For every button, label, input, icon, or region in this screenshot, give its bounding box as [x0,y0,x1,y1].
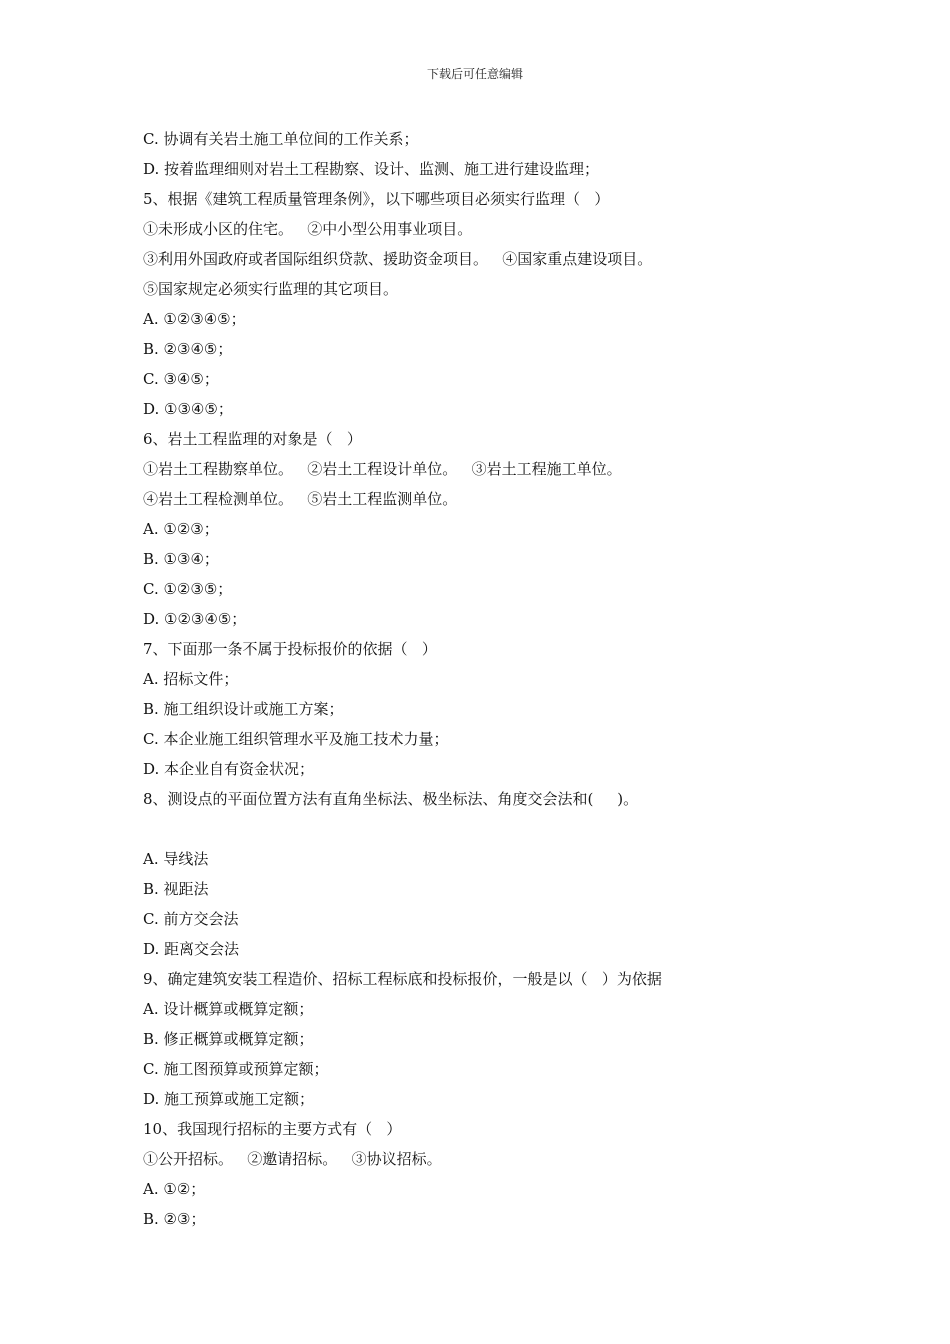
option-d: D. ①③④⑤； [143,400,233,418]
option-b: B. 施工组织设计或施工方案； [143,700,344,718]
option-a: A. 导线法 [143,850,209,868]
option-b: B. ②③④⑤； [143,340,233,358]
text-line: ①公开招标。 ②邀请招标。 ③协议招标。 [143,1150,442,1168]
option-d: D. 施工预算或施工定额； [143,1090,315,1108]
text-line: ①未形成小区的住宅。 ②中小型公用事业项目。 [143,220,473,238]
blank-line [143,814,863,844]
option-b: B. ②③； [143,1210,206,1228]
option-a: A. ①②③； [143,520,219,538]
text-line: D. 按着监理细则对岩土工程勘察、设计、监测、施工进行建设监理； [143,160,600,178]
option-d: D. ①②③④⑤； [143,610,247,628]
option-a: A. ①②； [143,1180,206,1198]
option-b: B. 修正概算或概算定额； [143,1030,314,1048]
text-line: ④岩土工程检测单位。 ⑤岩土工程监测单位。 [143,490,458,508]
text-line: ①岩土工程勘察单位。 ②岩土工程设计单位。 ③岩土工程施工单位。 [143,460,622,478]
option-a: A. ①②③④⑤； [143,310,246,328]
question-7: 7、下面那一条不属于投标报价的依据（ ） [143,640,437,658]
question-6: 6、岩土工程监理的对象是（ ） [143,430,362,448]
text-line: C. 协调有关岩土施工单位间的工作关系； [143,130,419,148]
option-c: C. ①②③⑤； [143,580,233,598]
question-8: 8、测设点的平面位置方法有直角坐标法、极坐标法、角度交会法和( )。 [143,790,639,808]
document-body [143,124,863,1234]
option-c: C. 前方交会法 [143,910,239,928]
option-d: D. 本企业自有资金状况； [143,760,315,778]
option-d: D. 距离交会法 [143,940,240,958]
option-a: A. 设计概算或概算定额； [143,1000,314,1018]
option-c: C. ③④⑤； [143,370,219,388]
option-c: C. 施工图预算或预算定额； [143,1060,329,1078]
option-c: C. 本企业施工组织管理水平及施工技术力量； [143,730,449,748]
text-line: ⑤国家规定必须实行监理的其它项目。 [143,280,399,298]
page-header: 下载后可任意编辑 [426,67,523,81]
option-a: A. 招标文件； [143,670,239,688]
question-10: 10、我国现行招标的主要方式有（ ） [143,1120,402,1138]
question-9: 9、确定建筑安装工程造价、招标工程标底和投标报价，一般是以（ ）为依据 [143,970,662,988]
text-line: ③利用外国政府或者国际组织贷款、援助资金项目。 ④国家重点建设项目。 [143,250,653,268]
option-b: B. 视距法 [143,880,209,898]
question-5: 5、根据《建筑工程质量管理条例》，以下哪些项目必须实行监理（ ） [143,190,610,208]
option-b: B. ①③④； [143,550,219,568]
